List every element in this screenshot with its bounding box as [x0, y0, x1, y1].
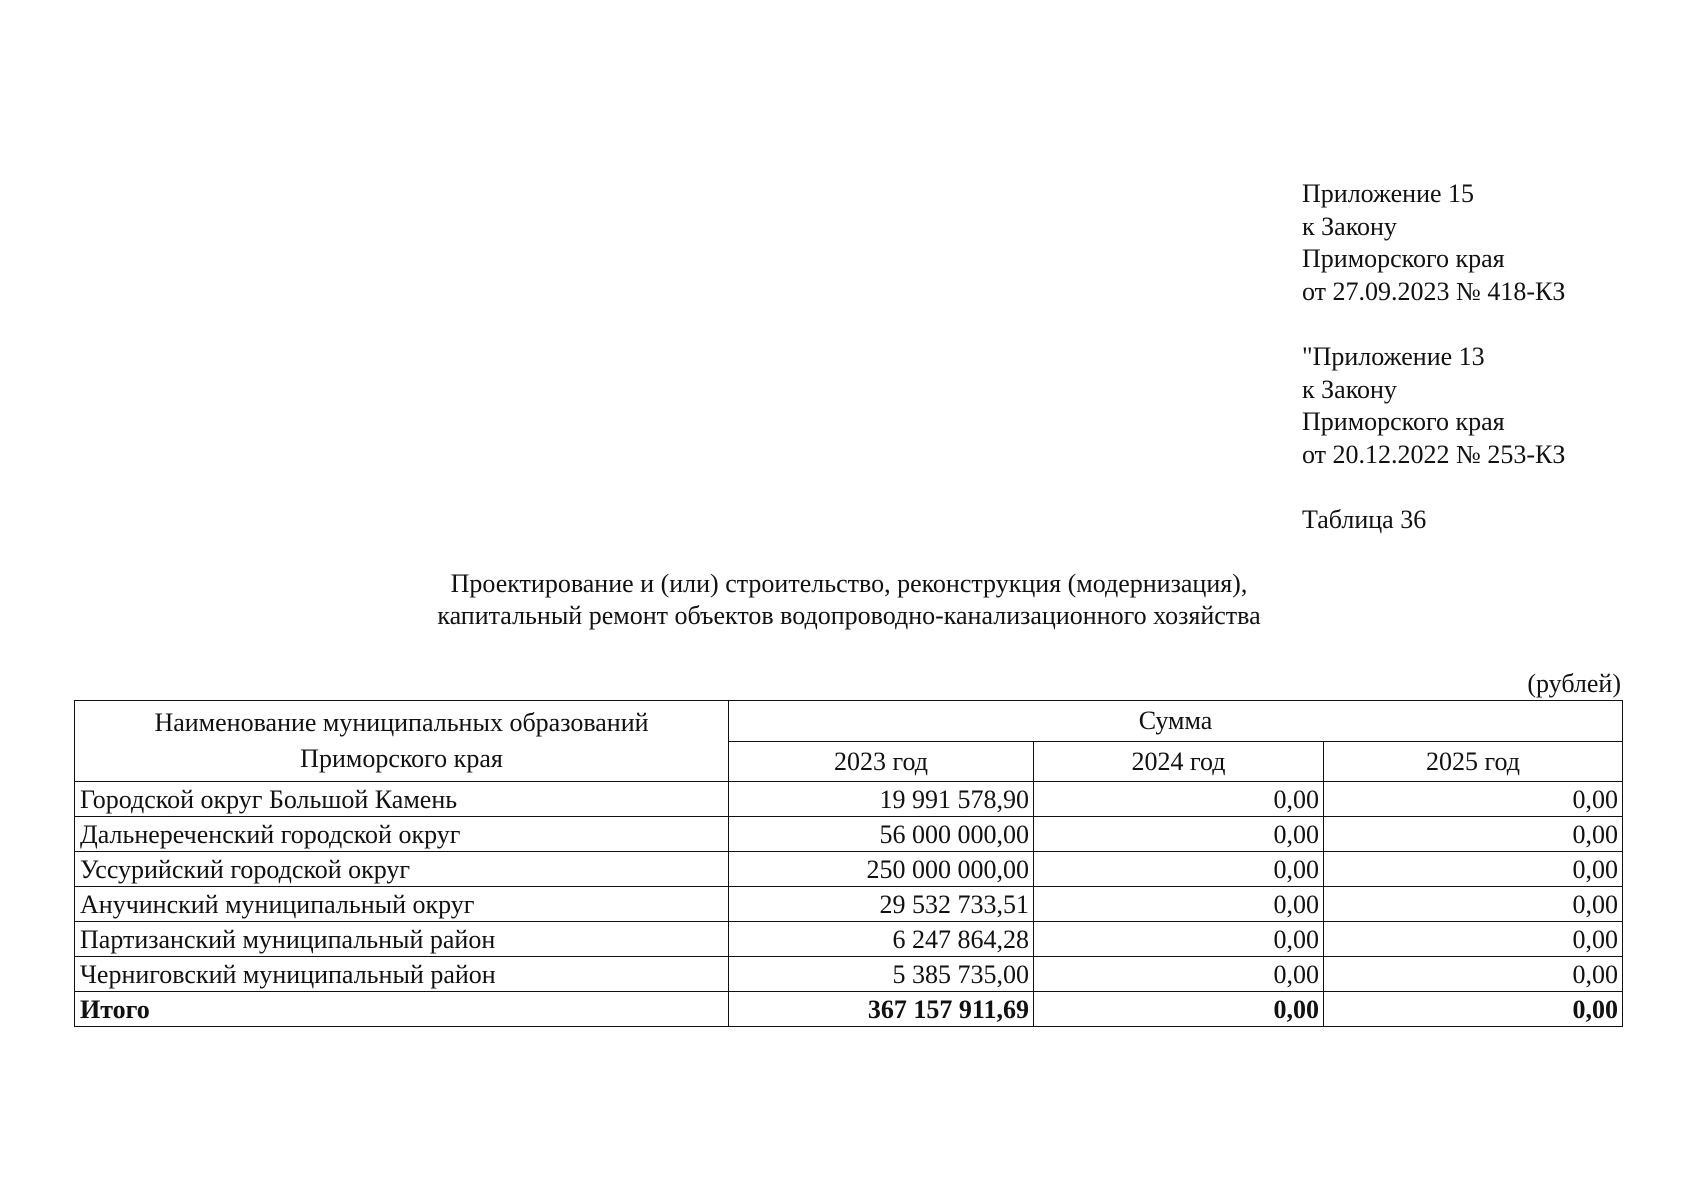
year-2025-header: 2025 год	[1324, 742, 1623, 782]
funding-table	[74, 700, 1623, 1027]
amount-2024: 0,00	[1034, 957, 1324, 992]
annex-amended-line-4: от 20.12.2022 № 253-КЗ	[1302, 439, 1566, 469]
annex-current-line-2: к Закону	[1302, 211, 1397, 241]
amount-2023: 29 532 733,51	[729, 887, 1034, 922]
municipality-column-header	[75, 701, 729, 782]
amount-2023: 19 991 578,90	[729, 782, 1034, 817]
amount-2023: 6 247 864,28	[729, 922, 1034, 957]
table-row	[75, 957, 1623, 992]
municipality-name: Партизанский муниципальный район	[75, 922, 729, 957]
total-2025: 0,00	[1324, 992, 1623, 1027]
total-label: Итого	[75, 992, 729, 1027]
municipality-name: Городской округ Большой Камень	[75, 782, 729, 817]
amount-2025: 0,00	[1324, 817, 1623, 852]
units-label: (рублей)	[1527, 669, 1621, 698]
municipality-header-line-1: Наименование муниципальных образований	[154, 708, 649, 737]
amount-2025: 0,00	[1324, 852, 1623, 887]
municipality-name: Дальнереченский городской округ	[75, 817, 729, 852]
amount-2025: 0,00	[1324, 922, 1623, 957]
amount-2024: 0,00	[1034, 922, 1324, 957]
table-number: Таблица 36	[1302, 505, 1427, 534]
table-row	[75, 887, 1623, 922]
document-title-line-2: капитальный ремонт объектов водопроводно-канализационного хозяйства	[437, 601, 1261, 630]
total-row	[75, 992, 1623, 1027]
amount-2025: 0,00	[1324, 957, 1623, 992]
annex-amended-line-2: к Закону	[1302, 374, 1397, 404]
municipality-header-line-2: Приморского края	[300, 744, 503, 773]
annex-amended-block	[1302, 341, 1565, 471]
amount-2024: 0,00	[1034, 852, 1324, 887]
amount-2024: 0,00	[1034, 782, 1324, 817]
document-title	[0, 568, 1698, 632]
document-title-line-1: Проектирование и (или) строительство, реконструкция (модернизация),	[450, 569, 1248, 598]
municipality-name: Уссурийский городской округ	[75, 852, 729, 887]
annex-current-block	[1302, 178, 1565, 308]
amount-2024: 0,00	[1034, 817, 1324, 852]
amount-2023: 56 000 000,00	[729, 817, 1034, 852]
annex-amended-line-3: Приморского края	[1302, 407, 1505, 436]
year-2024-header: 2024 год	[1034, 742, 1324, 782]
sum-column-header: Сумма	[729, 701, 1623, 742]
table-row	[75, 782, 1623, 817]
table-header-row	[75, 701, 1623, 742]
annex-current-line-1: Приложение 15	[1302, 179, 1475, 208]
municipality-name: Черниговский муниципальный район	[75, 957, 729, 992]
amount-2024: 0,00	[1034, 887, 1324, 922]
annex-current-line-3: Приморского края	[1302, 244, 1505, 273]
amount-2025: 0,00	[1324, 887, 1623, 922]
total-2023: 367 157 911,69	[729, 992, 1034, 1027]
amount-2023: 250 000 000,00	[729, 852, 1034, 887]
table-row	[75, 817, 1623, 852]
annex-amended-line-1: "Приложение 13	[1302, 342, 1485, 371]
amount-2023: 5 385 735,00	[729, 957, 1034, 992]
year-2023-header: 2023 год	[729, 742, 1034, 782]
total-2024: 0,00	[1034, 992, 1324, 1027]
amount-2025: 0,00	[1324, 782, 1623, 817]
municipality-name: Анучинский муниципальный округ	[75, 887, 729, 922]
annex-current-line-4: от 27.09.2023 № 418-КЗ	[1302, 276, 1566, 306]
table-row	[75, 922, 1623, 957]
table-row	[75, 852, 1623, 887]
